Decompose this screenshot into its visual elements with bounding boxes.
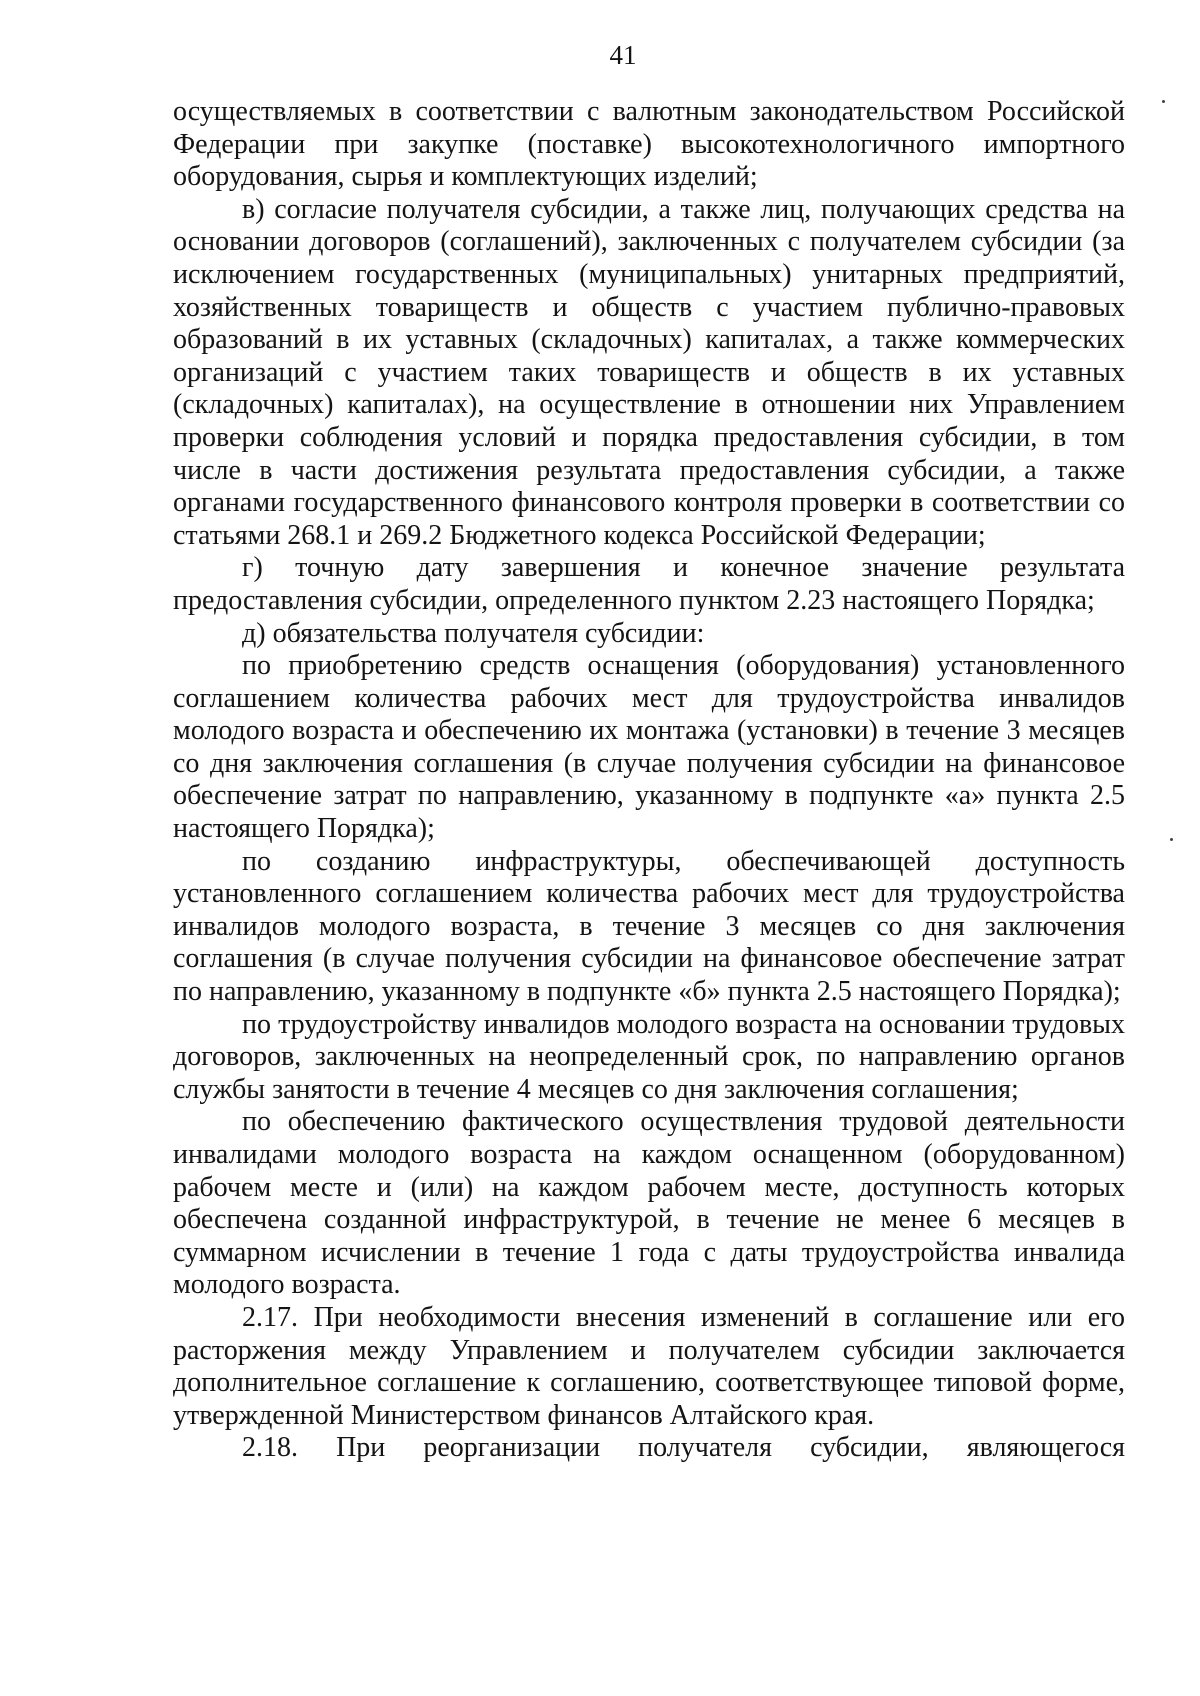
scan-speck <box>1170 838 1173 841</box>
document-body <box>173 96 1125 1465</box>
paragraph-item-g: г) точную дату завершения и конечное значение результата предоставления субсидии, определенного пунктом 2.23 настоящего Порядка; <box>173 552 1125 616</box>
paragraph-obligation-infrastructure: по созданию инфраструктуры, обеспечивающей доступность установленного соглашением количества рабочих мест для трудоустройства инвалидов молодого возраста, в течение 3 месяцев со дня заключения соглашения (в случае получения субсидии на финансовое обеспечение затрат по направлению, указанному в подпункте «б» пункта 2.5 настоящего Порядка); <box>173 845 1125 1008</box>
paragraph-obligation-equipment: по приобретению средств оснащения (оборудования) установленного соглашением количества рабочих мест для трудоустройства инвалидов молодого возраста и обеспечению их монтажа (установки) в течение 3 месяцев со дня заключения соглашения (в случае получения субсидии на финансовое обеспечение затрат по направлению, указанному в подпункте «а» пункта 2.5 настоящего Порядка); <box>173 650 1125 845</box>
page-number: 41 <box>609 40 637 70</box>
paragraph-item-d: д) обязательства получателя субсидии: <box>242 617 705 649</box>
paragraph-item-v: в) согласие получателя субсидии, а также лиц, получающих средства на основании договоров (соглашений), заключенных с получателем субсидии (за исключением государственных (муниципальных) унитарных предприятий, хозяйственных товариществ и обществ с участием публично-правовых образований в их уставных (складочных) капиталах, а также коммерческих организаций с участием таких товариществ и обществ в их уставных (складочных) капиталах), на осуществление в отношении них Управлением проверки соблюдения условий и порядка предоставления субсидии, в том числе в части достижения результата предоставления субсидии, а также органами государственного финансового контроля проверки в соответствии со статьями 268.1 и 269.2 Бюджетного кодекса Российской Федерации; <box>173 193 1125 551</box>
paragraph-obligation-employment: по трудоустройству инвалидов молодого возраста на основании трудовых договоров, заключенных на неопределенный срок, по направлению органов службы занятости в течение 4 месяцев со дня заключения соглашения; <box>173 1008 1125 1105</box>
paragraph-continuation: осуществляемых в соответствии с валютным законодательством Российской Федерации при закупке (поставке) высокотехнологичного импортного оборудования, сырья и комплектующих изделий; <box>173 96 1125 193</box>
paragraph-obligation-work-activity: по обеспечению фактического осуществления трудовой деятельности инвалидами молодого возраста на каждом оснащенном (оборудованном) рабочем месте и (или) на каждом рабочем месте, доступность которых обеспечена созданной инфраструктурой, в течение не менее 6 месяцев в суммарном исчислении в течение 1 года с даты трудоустройства инвалида молодого возраста. <box>173 1106 1125 1301</box>
paragraph-section-2-17: 2.17. При необходимости внесения изменений в соглашение или его расторжения между Управлением и получателем субсидии заключается дополнительное соглашение к соглашению, соответствующее типовой форме, утвержденной Министерством финансов Алтайского края. <box>173 1301 1125 1431</box>
paragraph-section-2-18: 2.18. При реорганизации получателя субсидии, являющегося <box>242 1432 1125 1464</box>
scan-speck <box>1162 100 1165 103</box>
